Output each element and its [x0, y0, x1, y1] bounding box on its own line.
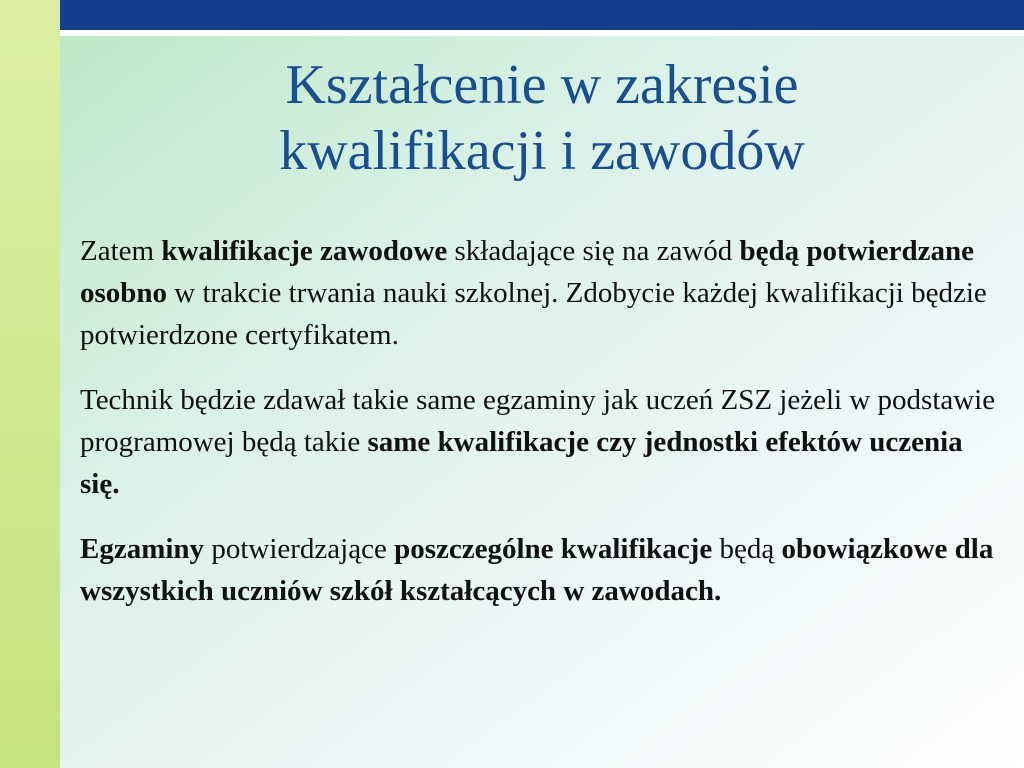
slide-title	[60, 52, 1024, 184]
top-accent-bar	[60, 0, 1024, 30]
paragraph-3-bold-run: Egzaminy	[80, 533, 205, 565]
paragraph-2-bold-run: same kwalifikacje czy jednostki efektów uczenia się.	[80, 426, 963, 500]
paragraph-1-bold-run: będą potwierdzane osobno	[80, 235, 974, 309]
slide-title-line-1: Kształcenie w zakresie	[285, 54, 799, 116]
paragraph-3-run: będą	[712, 533, 782, 565]
paragraph-1-run: w trakcie trwania nauki szkolnej. Zdobycie każdej kwalifikacji będzie potwierdzone certyfikatem.	[80, 277, 987, 351]
paragraph-2	[80, 379, 1000, 505]
paragraph-2-run: Technik będzie zdawał takie same egzaminy jak uczeń ZSZ jeżeli w podstawie programowej będą takie	[80, 384, 996, 458]
slide-title-line-2: kwalifikacji i zawodów	[279, 120, 805, 182]
paragraph-1-run: składające się na zawód	[447, 235, 740, 267]
paragraph-1-run: Zatem	[80, 235, 162, 267]
slide-body	[80, 230, 1000, 635]
paragraph-3-bold-run: poszczególne kwalifikacje	[394, 533, 713, 565]
left-accent-band	[0, 0, 60, 768]
paragraph-3-bold-run: obowiązkowe dla wszystkich uczniów szkół kształcących w zawodach.	[80, 533, 994, 607]
paragraph-3-run: potwierdzające	[204, 533, 395, 565]
paragraph-1	[80, 230, 1000, 356]
paragraph-3	[80, 528, 1000, 612]
top-divider	[60, 30, 1024, 36]
paragraph-1-bold-run: kwalifikacje zawodowe	[161, 235, 448, 267]
